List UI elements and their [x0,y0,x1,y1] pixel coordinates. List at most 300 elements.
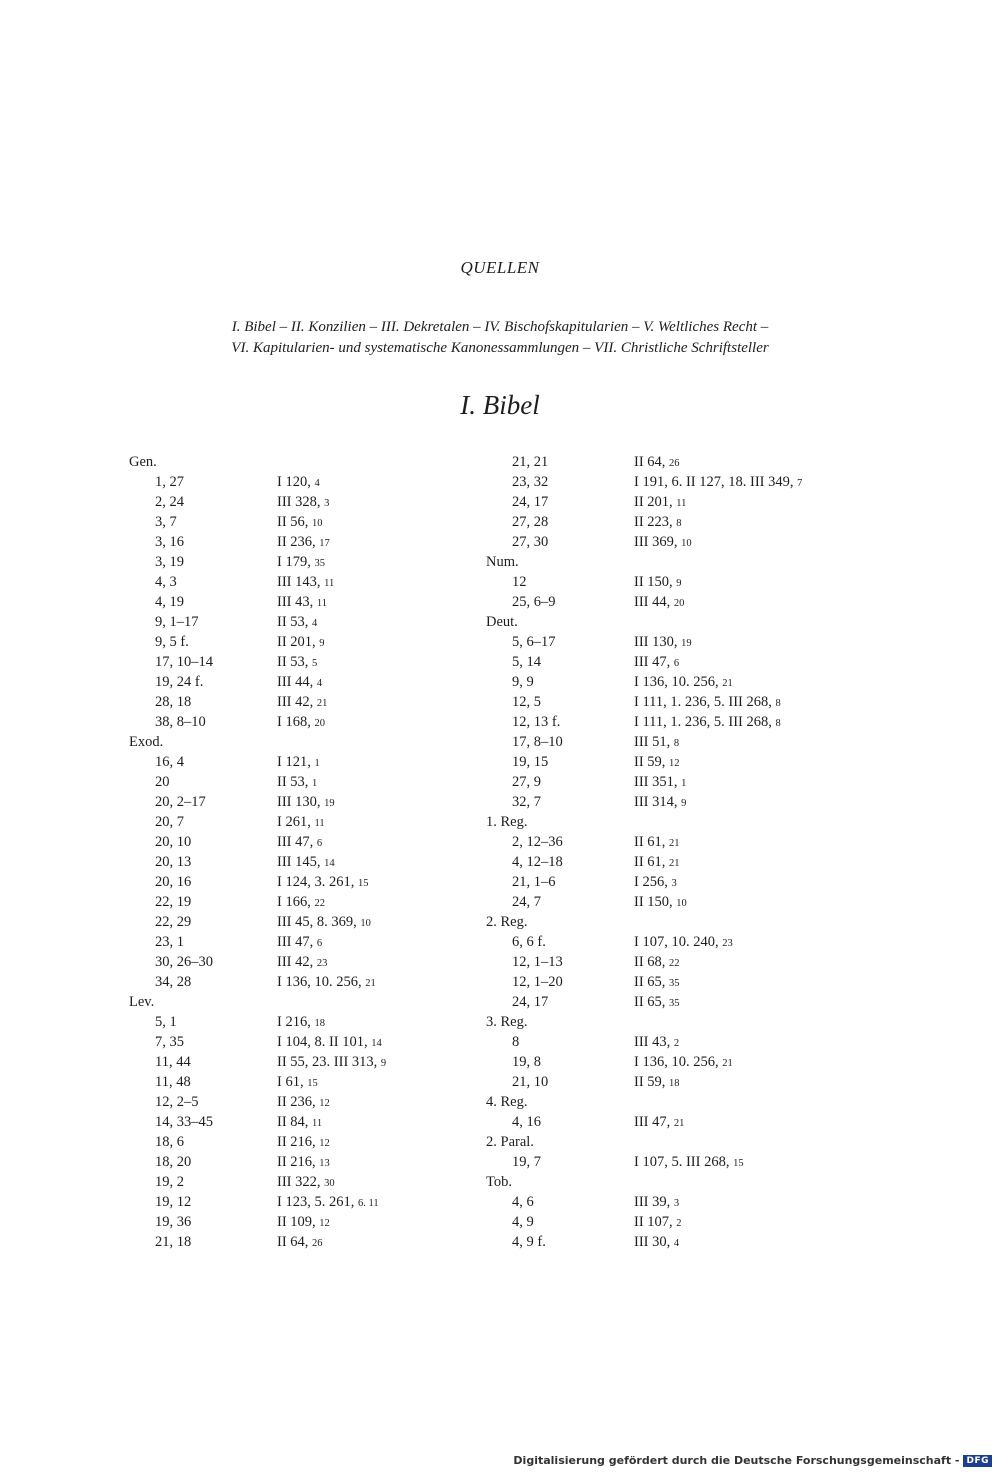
citation-main: II 65, [634,994,666,1010]
index-entry [486,892,866,912]
citation-main: III 145, [277,854,321,870]
source-citation [277,592,327,614]
citation-main: III 42, [277,694,314,710]
index-entry [129,512,509,532]
citation-line-number: 1 [681,778,687,789]
source-citation [277,812,325,834]
index-entry [129,872,509,892]
citation-line-number: 8 [775,718,781,729]
source-citation [634,1152,744,1174]
index-entry [486,652,866,672]
bible-reference: 20, 7 [155,814,184,830]
source-citation [634,1192,679,1214]
bible-reference: 12, 1–13 [512,954,563,970]
index-entry [129,592,509,612]
citation-line-number: 10 [360,918,371,929]
index-entry [486,1212,866,1232]
citation-main: I 256, [634,874,668,890]
bible-reference: 28, 18 [155,694,192,710]
citation-main: III 143, [277,574,321,590]
source-citation [277,1092,330,1114]
bible-reference: 5, 1 [155,1014,177,1030]
index-entry [486,1112,866,1132]
citation-line-number: 21 [722,1058,733,1069]
source-citation [277,1032,382,1054]
source-citation [634,1032,679,1054]
citation-line-number: 21 [316,698,328,709]
index-entry [129,552,509,572]
bible-reference: 24, 17 [512,994,549,1010]
citation-main: III 47, [634,1114,671,1130]
source-citation [277,1212,330,1234]
bible-reference: 23, 1 [155,934,184,950]
source-citation [634,932,733,954]
index-entry [486,1052,866,1072]
citation-main: I 61, [277,1074,304,1090]
source-citation [634,1112,684,1134]
citation-main: III 47, [277,934,314,950]
index-entry [129,912,509,932]
index-entry [486,692,866,712]
citation-main: I 107, 10. 240, [634,934,719,950]
citation-line-number: 23 [722,938,733,949]
citation-line-number: 17 [319,538,330,549]
citation-main: II 201, [634,494,673,510]
citation-main: III 30, [634,1234,671,1250]
bible-reference: 7, 35 [155,1034,184,1050]
book-heading: 1. Reg. [486,814,528,830]
citation-line-number: 19 [681,638,692,649]
citation-line-number: 6 [316,938,323,949]
bible-reference: 12, 1–20 [512,974,563,990]
citation-line-number: 8 [676,518,682,529]
index-entry [129,1072,509,1092]
index-entry [129,892,509,912]
bible-reference: 20, 16 [155,874,192,890]
source-citation [634,632,692,654]
citation-main: II 84, [277,1114,309,1130]
bible-reference: 12, 2–5 [155,1094,199,1110]
bible-reference: 22, 29 [155,914,192,930]
bible-reference: 38, 8–10 [155,714,206,730]
citation-line-number: 15 [357,878,369,889]
bible-reference: 17, 10–14 [155,654,213,670]
citation-main: III 43, [277,594,314,610]
citation-line-number: 1 [314,758,320,769]
index-entry [486,1152,866,1172]
index-entry [486,752,866,772]
bible-reference: 3, 16 [155,534,184,550]
footer-credit [513,1454,992,1467]
bible-reference: 12, 5 [512,694,541,710]
citation-line-number: 23 [316,958,328,969]
citation-main: I 124, 3. 261, [277,874,355,890]
citation-line-number: 15 [307,1078,318,1089]
bible-reference: 9, 5 f. [155,634,189,650]
bible-reference: 4, 19 [155,594,184,610]
bible-reference: 8 [512,1034,520,1050]
source-citation [634,692,781,714]
source-citation [277,692,327,714]
index-entry [486,992,866,1012]
book-heading: 2. Paral. [486,1134,534,1150]
index-entry [486,472,866,492]
index-entry [486,972,866,992]
table-of-contents-line-2: VI. Kapitularien- und systematische Kanonessammlungen – VII. Christliche Schriftsteller [231,340,769,356]
index-entry [129,972,509,992]
bible-reference: 12, 13 f. [512,714,561,730]
source-citation [277,772,317,794]
bible-reference: 34, 28 [155,974,192,990]
citation-main: II 223, [634,514,673,530]
index-entry [486,732,866,752]
source-citation [277,932,322,954]
citation-main: I 191, 6. II 127, 18. III 349, [634,474,794,490]
citation-main: I 261, [277,814,311,830]
source-citation [634,1052,733,1074]
citation-line-number: 5 [312,658,318,669]
citation-line-number: 10 [676,898,687,909]
source-citation [277,1172,335,1194]
book-heading: Exod. [129,734,164,750]
citation-line-number: 4 [316,678,323,689]
citation-line-number: 14 [324,858,335,869]
citation-main: II 59, [634,1074,666,1090]
citation-main: II 201, [277,634,316,650]
citation-main: II 68, [634,954,666,970]
index-entry [129,1152,509,1172]
source-citation [277,1232,323,1254]
source-citation [277,492,329,514]
citation-line-number: 1 [312,778,318,789]
citation-line-number: 11 [314,818,325,829]
source-citation [277,672,322,694]
source-citation [634,952,680,974]
citation-main: II 150, [634,894,673,910]
source-citation [277,1012,325,1034]
citation-main: II 236, [277,534,316,550]
bible-reference: 14, 33–45 [155,1114,213,1130]
book-heading: Gen. [129,454,157,470]
source-citation [634,792,686,814]
citation-line-number: 18 [314,1018,325,1029]
index-entry [486,932,866,952]
index-column-left [129,452,509,1252]
bible-reference: 5, 6–17 [512,634,556,650]
bible-reference: 6, 6 f. [512,934,546,950]
index-entry [129,812,509,832]
table-of-contents-line-1: I. Bibel – II. Konzilien – III. Dekretalen – IV. Bischofskapitularien – V. Weltliches Recht – [231,319,769,335]
index-entry [486,672,866,692]
source-citation [634,712,781,734]
citation-line-number: 6 [673,658,680,669]
index-entry [486,592,866,612]
bible-reference: 27, 28 [512,514,549,530]
index-entry [129,612,509,632]
citation-line-number: 21 [669,858,680,869]
bible-reference: 17, 8–10 [512,734,563,750]
citation-line-number: 3 [673,1198,680,1209]
source-citation [277,632,325,654]
citation-line-number: 19 [324,798,335,809]
index-entry [129,472,509,492]
citation-main: I 111, 1. 236, 5. III 268, [634,714,772,730]
citation-line-number: 11 [312,1118,323,1129]
source-citation [634,572,682,594]
bible-reference: 4, 12–18 [512,854,563,870]
citation-line-number: 26 [669,458,680,469]
citation-line-number: 8 [673,738,680,749]
index-entry [486,952,866,972]
bible-reference: 9, 9 [512,674,534,690]
citation-main: III 44, [277,674,314,690]
citation-line-number: 15 [733,1158,744,1169]
citation-main: III 51, [634,734,671,750]
index-entry [486,452,866,472]
citation-main: II 56, [277,514,309,530]
citation-main: I 123, 5. 261, [277,1194,355,1210]
citation-line-number: 26 [312,1238,323,1249]
index-entry [486,772,866,792]
source-citation [277,952,327,974]
citation-line-number: 11 [316,598,327,609]
citation-main: III 43, [634,1034,671,1050]
citation-main: I 121, [277,754,311,770]
bible-reference: 18, 6 [155,1134,184,1150]
citation-line-number: 4 [314,478,320,489]
citation-line-number: 35 [669,978,680,989]
index-entry [129,1232,509,1252]
citation-main: II 65, [634,974,666,990]
index-column-right [486,452,866,1252]
index-entry [486,492,866,512]
bible-reference: 21, 1–6 [512,874,556,890]
citation-main: II 216, [277,1134,316,1150]
bible-reference: 19, 15 [512,754,549,770]
index-entry [129,1052,509,1072]
bible-reference: 32, 7 [512,794,541,810]
bible-reference: 19, 12 [155,1194,192,1210]
index-entry [129,532,509,552]
book-heading: 2. Reg. [486,914,528,930]
index-entry [486,1032,866,1052]
source-citation [277,972,376,994]
bible-reference: 30, 26–30 [155,954,213,970]
bible-reference: 4, 6 [512,1194,534,1210]
index-entry [129,1132,509,1152]
bible-reference: 9, 1–17 [155,614,199,630]
citation-main: I 107, 5. III 268, [634,1154,730,1170]
bible-reference: 4, 16 [512,1114,541,1130]
source-citation [634,732,679,754]
bible-reference: 21, 21 [512,454,549,470]
index-entry [129,1212,509,1232]
citation-line-number: 9 [676,578,682,589]
dfg-logo: DFG [963,1455,992,1467]
page-heading: QUELLEN [460,258,540,277]
citation-main: I 168, [277,714,311,730]
index-entry [129,692,509,712]
source-citation [277,912,371,934]
index-entry [129,492,509,512]
citation-line-number: 21 [722,678,733,689]
bible-reference: 25, 6–9 [512,594,556,610]
bible-reference: 11, 44 [155,1054,191,1070]
citation-main: III 322, [277,1174,321,1190]
source-citation [634,972,680,994]
bible-reference: 20, 2–17 [155,794,206,810]
source-citation [277,792,335,814]
citation-line-number: 12 [319,1218,330,1229]
citation-line-number: 21 [669,838,680,849]
bible-reference: 23, 32 [512,474,549,490]
source-citation [634,592,684,614]
source-citation [277,532,330,554]
citation-line-number: 8 [775,698,781,709]
bible-reference: 22, 19 [155,894,192,910]
citation-line-number: 10 [312,518,323,529]
source-citation [634,1212,682,1234]
citation-main: III 44, [634,594,671,610]
book-heading: Num. [486,554,519,570]
source-citation [634,452,680,474]
index-entry [486,512,866,532]
bible-reference: 3, 19 [155,554,184,570]
index-entry [129,672,509,692]
source-citation [634,872,677,894]
citation-line-number: 9 [380,1058,387,1069]
citation-main: III 314, [634,794,678,810]
source-citation [277,652,317,674]
citation-line-number: 3 [324,498,330,509]
bible-reference: 19, 8 [512,1054,541,1070]
source-citation [277,552,325,574]
source-citation [634,532,692,554]
citation-main: I 120, [277,474,311,490]
citation-line-number: 6 [316,838,323,849]
source-citation [277,1152,330,1174]
citation-line-number: 18 [669,1078,680,1089]
index-entry [129,932,509,952]
citation-main: I 104, 8. II 101, [277,1034,368,1050]
bible-reference: 27, 9 [512,774,541,790]
source-citation [277,1052,386,1074]
book-heading: Lev. [129,994,155,1010]
bible-reference: 11, 48 [155,1074,191,1090]
citation-main: II 53, [277,654,309,670]
bible-reference: 4, 3 [155,574,177,590]
index-entry [486,852,866,872]
citation-line-number: 2 [676,1218,682,1229]
index-entry [486,712,866,732]
source-citation [634,892,687,914]
citation-line-number: 2 [673,1038,680,1049]
citation-line-number: 7 [797,478,803,489]
bible-reference: 24, 7 [512,894,541,910]
citation-main: II 150, [634,574,673,590]
citation-main: II 216, [277,1154,316,1170]
citation-main: I 179, [277,554,311,570]
citation-line-number: 22 [669,958,680,969]
index-entry [129,1112,509,1132]
citation-line-number: 10 [681,538,692,549]
source-citation [634,992,680,1014]
citation-main: I 136, 10. 256, [634,674,719,690]
book-heading: 4. Reg. [486,1094,528,1110]
index-entry [129,1092,509,1112]
source-citation [634,652,679,674]
citation-main: III 130, [634,634,678,650]
index-entry [129,1012,509,1032]
bible-reference: 5, 14 [512,654,541,670]
index-entry [129,752,509,772]
index-entry [486,632,866,652]
citation-line-number: 35 [314,558,325,569]
bible-reference: 4, 9 [512,1214,534,1230]
citation-line-number: 11 [676,498,687,509]
index-entry [129,772,509,792]
source-citation [634,752,680,774]
citation-main: I 166, [277,894,311,910]
source-citation [277,612,317,634]
source-citation [634,512,682,534]
citation-main: II 61, [634,854,666,870]
source-citation [634,852,680,874]
index-entry [129,952,509,972]
index-entry [486,1072,866,1092]
citation-main: I 136, 10. 256, [277,974,362,990]
source-citation [634,772,686,794]
bible-reference: 27, 30 [512,534,549,550]
source-citation [277,1132,330,1154]
index-entry [129,632,509,652]
citation-line-number: 4 [312,618,318,629]
citation-main: III 47, [277,834,314,850]
citation-main: II 236, [277,1094,316,1110]
book-heading: Tob. [486,1174,512,1190]
citation-line-number: 3 [671,878,677,889]
citation-line-number: 9 [319,638,325,649]
bible-reference: 2, 12–36 [512,834,563,850]
source-citation [277,1072,318,1094]
citation-main: III 47, [634,654,671,670]
index-entry [129,1172,509,1192]
citation-line-number: 20 [314,718,325,729]
index-entry [129,1192,509,1212]
bible-reference: 4, 9 f. [512,1234,546,1250]
bible-reference: 20, 10 [155,834,192,850]
citation-main: III 369, [634,534,678,550]
bible-reference: 18, 20 [155,1154,192,1170]
index-entry [129,792,509,812]
index-entry [486,872,866,892]
citation-main: II 61, [634,834,666,850]
section-title: I. Bibel [460,390,540,420]
bible-reference: 19, 24 f. [155,674,204,690]
source-citation [277,472,320,494]
index-entry [486,1232,866,1252]
source-citation [277,572,334,594]
source-citation [634,472,802,494]
citation-main: III 45, 8. 369, [277,914,357,930]
bible-reference: 12 [512,574,527,590]
source-citation [277,512,323,534]
bible-reference: 3, 7 [155,514,177,530]
citation-main: I 216, [277,1014,311,1030]
citation-main: II 107, [634,1214,673,1230]
source-citation [277,712,325,734]
index-entry [129,572,509,592]
